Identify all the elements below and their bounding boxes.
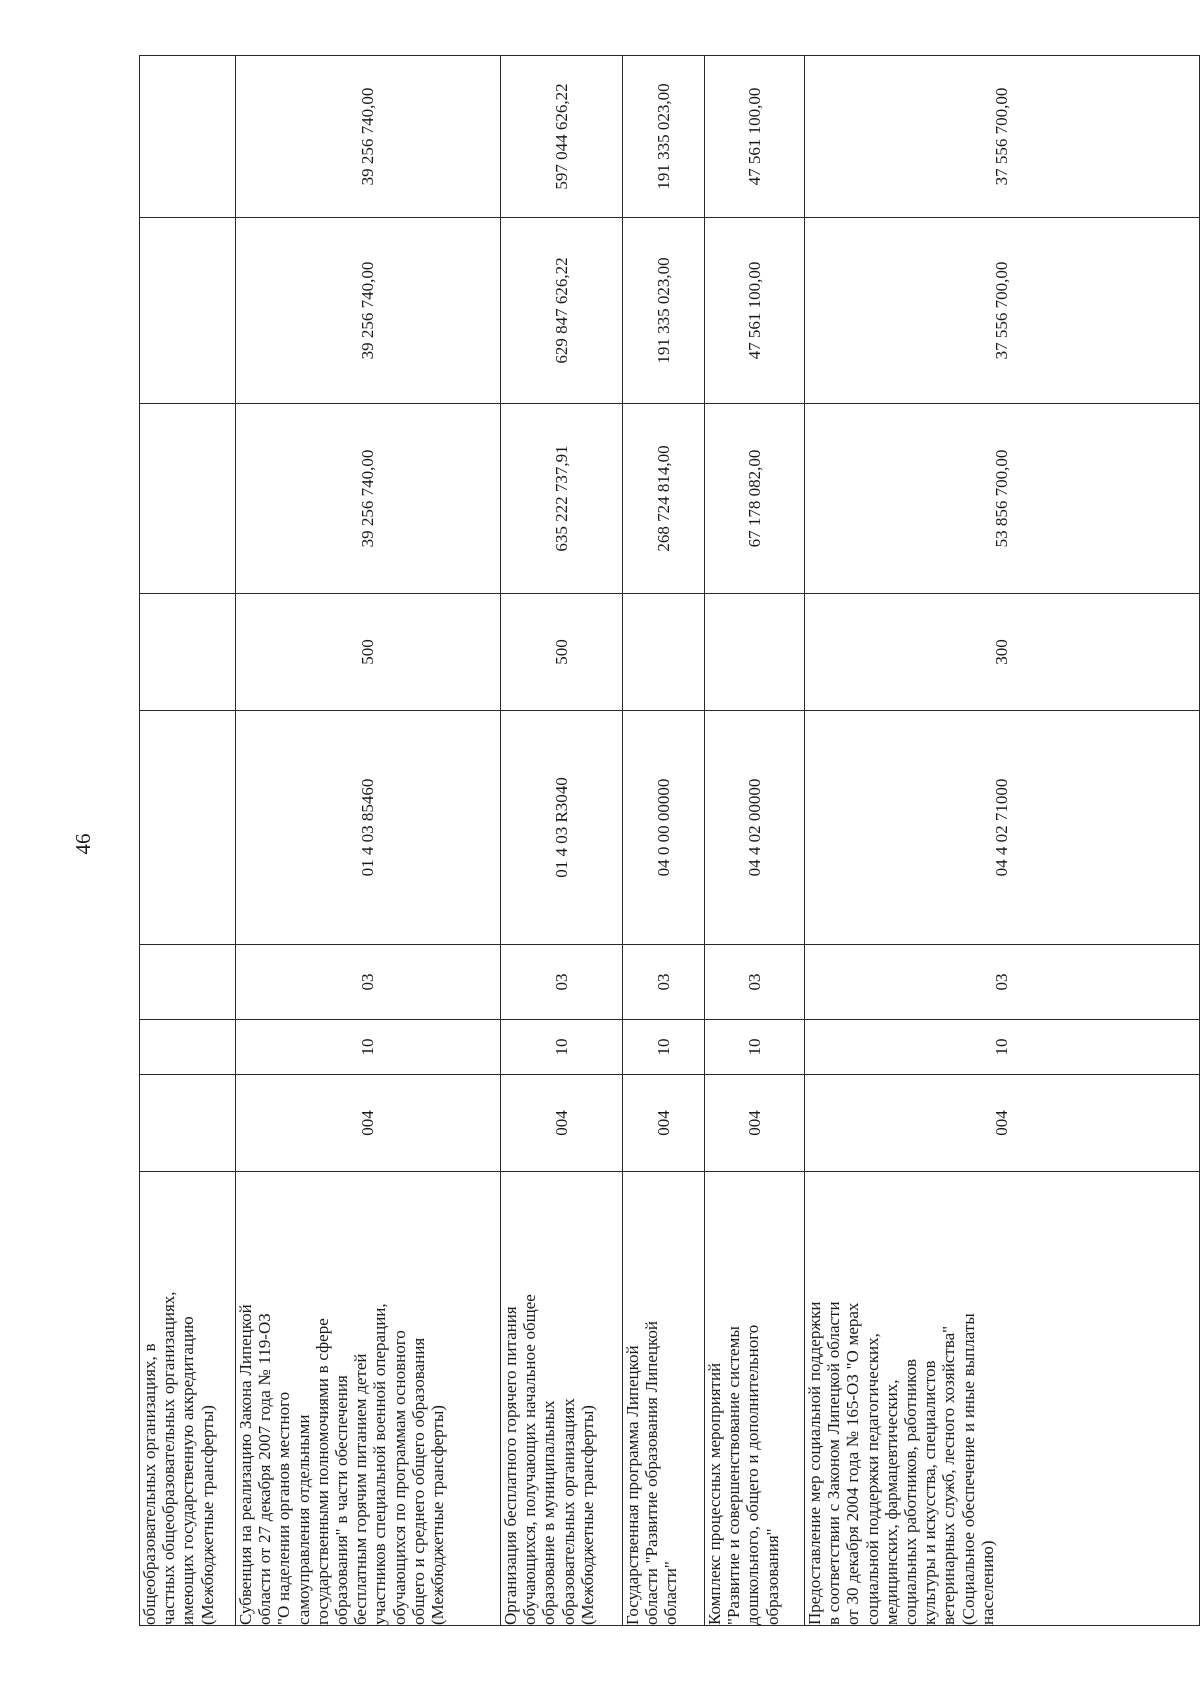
target-article-cell: 04 4 02 71000: [805, 711, 1200, 945]
table-row: [236, 56, 501, 1626]
description-line: медицинских, фармацевтических,: [881, 1379, 901, 1625]
description-line: самоуправления отдельными: [293, 1414, 313, 1625]
description-line: ветеринарных служб, лесного хозяйства": [939, 1325, 959, 1625]
table-row: [501, 56, 623, 1626]
subsection-code-cell: [140, 945, 236, 1020]
description-line: обучающихся, получающих начальное общее: [520, 1294, 540, 1625]
section-code-cell: 10: [805, 1020, 1200, 1075]
description-line: бесплатным горячим питанием детей: [351, 1353, 371, 1625]
section-code-cell: 10: [705, 1020, 805, 1075]
budget-table-rotated: [139, 56, 1199, 1626]
section-code-cell: 10: [623, 1020, 705, 1075]
description-line: "О наделении органов местного: [274, 1391, 294, 1625]
ministry-code-cell: 004: [805, 1075, 1200, 1172]
expense-type-cell: 300: [805, 594, 1200, 711]
table-row: [140, 56, 236, 1626]
budget-table-frame: [139, 56, 1199, 1626]
description-line: социальных работников, работников: [901, 1359, 921, 1625]
amount-year-3-cell: 37 556 700,00: [805, 56, 1200, 218]
expense-type-cell: [623, 594, 705, 711]
description-line: образовательных организациях: [558, 1398, 578, 1625]
description-line: Комплекс процессных мероприятий: [705, 1362, 724, 1625]
amount-year-1-cell: [140, 404, 236, 594]
amount-year-2-cell: 37 556 700,00: [805, 218, 1200, 404]
description-line: Субвенция на реализацию Закона Липецкой: [236, 1304, 255, 1625]
target-article-cell: 01 4 03 85460: [236, 711, 501, 945]
description-line: дошкольного, общего и дополнительного: [743, 1324, 763, 1625]
description-line: (Межбюджетные трансферты): [197, 1405, 217, 1625]
description-cell: [805, 1172, 1200, 1626]
description-line: (Социальное обеспечение и иные выплаты: [958, 1313, 978, 1625]
description-cell: [623, 1172, 705, 1626]
ministry-code-cell: 004: [705, 1075, 805, 1172]
section-code-cell: 10: [236, 1020, 501, 1075]
amount-year-1-cell: 39 256 740,00: [236, 404, 501, 594]
budget-table: [139, 55, 1200, 1626]
description-line: Организация бесплатного горячего питания: [501, 1306, 520, 1625]
section-code-cell: 10: [501, 1020, 623, 1075]
subsection-code-cell: 03: [236, 945, 501, 1020]
amount-year-2-cell: 39 256 740,00: [236, 218, 501, 404]
ministry-code-cell: 004: [501, 1075, 623, 1172]
description-line: государственными полномочиями в сфере: [312, 1318, 332, 1625]
description-cell: [501, 1172, 623, 1626]
subsection-code-cell: 03: [501, 945, 623, 1020]
amount-year-3-cell: [140, 56, 236, 218]
table-row: [705, 56, 805, 1626]
ministry-code-cell: [140, 1075, 236, 1172]
budget-table-body: [140, 56, 1200, 1626]
description-line: общеобразовательных организациях, в: [140, 1343, 159, 1625]
description-line: культуры и искусства, специалистов: [920, 1360, 940, 1625]
ministry-code-cell: 004: [236, 1075, 501, 1172]
description-line: образование в муниципальных: [539, 1400, 559, 1625]
amount-year-2-cell: 629 847 626,22: [501, 218, 623, 404]
description-line: (Межбюджетные трансферты): [428, 1405, 448, 1625]
amount-year-1-cell: 268 724 814,00: [623, 404, 705, 594]
amount-year-2-cell: [140, 218, 236, 404]
target-article-cell: 04 4 02 00000: [705, 711, 805, 945]
page-number: 46: [71, 833, 95, 855]
description-line: (Межбюджетные трансферты): [577, 1405, 597, 1625]
description-line: области": [661, 1561, 681, 1625]
expense-type-cell: 500: [236, 594, 501, 711]
amount-year-1-cell: 635 222 737,91: [501, 404, 623, 594]
amount-year-2-cell: 191 335 023,00: [623, 218, 705, 404]
amount-year-1-cell: 67 178 082,00: [705, 404, 805, 594]
amount-year-3-cell: 597 044 626,22: [501, 56, 623, 218]
description-line: общего и среднего общего образования: [408, 1337, 428, 1625]
description-line: от 30 декабря 2004 года № 165-ОЗ "О мерах: [843, 1302, 863, 1625]
section-code-cell: [140, 1020, 236, 1075]
description-line: имеющих государственную аккредитацию: [178, 1316, 198, 1625]
description-line: в соответствии с Законом Липецкой области: [824, 1301, 844, 1625]
description-line: социальной поддержки педагогических,: [862, 1333, 882, 1625]
subsection-code-cell: 03: [805, 945, 1200, 1020]
description-cell: [236, 1172, 501, 1626]
expense-type-cell: 500: [501, 594, 623, 711]
description-line: "Развитие и совершенствование системы: [724, 1326, 744, 1625]
table-row: [623, 56, 705, 1626]
description-line: образования": [762, 1528, 782, 1625]
expense-type-cell: [140, 594, 236, 711]
amount-year-1-cell: 53 856 700,00: [805, 404, 1200, 594]
description-line: обучающихся по программам основного: [389, 1330, 409, 1625]
amount-year-3-cell: 191 335 023,00: [623, 56, 705, 218]
description-line: Предоставление мер социальной поддержки: [805, 1301, 824, 1625]
description-line: населению): [977, 1540, 997, 1625]
target-article-cell: 04 0 00 00000: [623, 711, 705, 945]
description-line: образования" в части обеспечения: [332, 1375, 352, 1625]
subsection-code-cell: 03: [705, 945, 805, 1020]
description-line: частных общеобразовательных организациях,: [159, 1291, 179, 1625]
amount-year-3-cell: 39 256 740,00: [236, 56, 501, 218]
description-line: области "Развитие образования Липецкой: [642, 1321, 662, 1625]
description-cell: [140, 1172, 236, 1626]
description-line: области от 27 декабря 2007 года № 119-ОЗ: [255, 1313, 275, 1625]
amount-year-3-cell: 47 561 100,00: [705, 56, 805, 218]
ministry-code-cell: 004: [623, 1075, 705, 1172]
description-line: участников специальной военной операции,: [370, 1303, 390, 1625]
description-line: Государственная программа Липецкой: [623, 1345, 642, 1625]
table-row: [805, 56, 1200, 1626]
target-article-cell: [140, 711, 236, 945]
amount-year-2-cell: 47 561 100,00: [705, 218, 805, 404]
description-cell: [705, 1172, 805, 1626]
expense-type-cell: [705, 594, 805, 711]
target-article-cell: 01 4 03 R3040: [501, 711, 623, 945]
subsection-code-cell: 03: [623, 945, 705, 1020]
